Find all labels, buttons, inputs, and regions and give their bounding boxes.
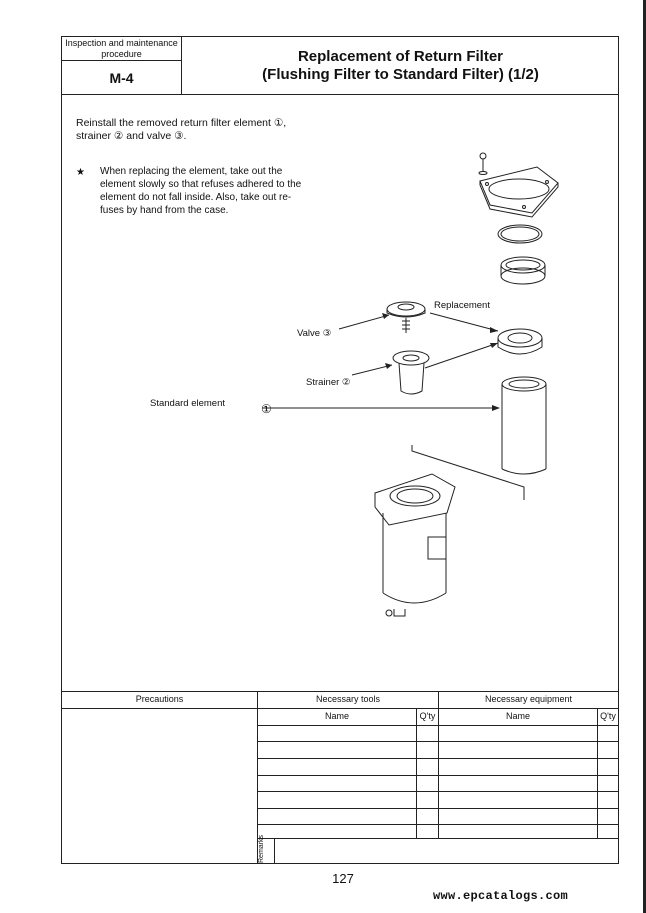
doc-type-label: Inspection and maintenance procedure [62, 37, 181, 61]
arrow-icon [492, 405, 500, 411]
filter-assembly-diagram [62, 95, 618, 691]
equipment-name-header: Name [505, 711, 530, 721]
star-bullet-icon: ★ [76, 167, 85, 178]
valve-icon [387, 302, 425, 333]
tools-qty-header: Q'ty [419, 711, 436, 721]
replacement-ring-icon [501, 257, 545, 284]
tools-name-header: Name [324, 711, 349, 721]
note-line-2: element slowly so that refuses adhered to the [100, 179, 302, 190]
header-left-box [62, 37, 182, 94]
necessary-equipment-header: Necessary equipment [484, 694, 573, 704]
note-line-4: fuses by hand from the case. [100, 205, 229, 216]
intro-line-1: Reinstall the removed return filter element ①, [76, 117, 287, 129]
label-strainer: Strainer ② [306, 377, 351, 388]
necessary-tools-header: Necessary tools [315, 694, 381, 704]
standard-element-icon [502, 377, 546, 474]
watermark: www.epcatalogs.com [433, 889, 569, 903]
page-number: 127 [332, 871, 354, 886]
label-circle-1: ① [261, 402, 272, 416]
title-line-2: (Flushing Filter to Standard Filter) (1/2) [262, 66, 539, 83]
filter-case-icon [375, 474, 455, 616]
seat-ring-icon [498, 329, 542, 354]
label-replacement: Replacement [434, 300, 490, 311]
o-ring-icon [498, 225, 542, 243]
arrow-icon [490, 327, 498, 333]
note-line-3: element do not fall inside. Also, take out re- [100, 192, 292, 203]
strainer-icon [393, 351, 429, 394]
equipment-qty-header: Q'ty [600, 711, 616, 721]
requirements-table [62, 691, 618, 863]
cover-icon [480, 167, 558, 217]
arrow-icon [385, 363, 392, 369]
label-valve: Valve ③ [297, 328, 332, 339]
note-line-1: When replacing the element, take out the [100, 166, 283, 177]
page-title [182, 37, 619, 94]
precautions-header: Precautions [135, 694, 184, 704]
title-line-1: Replacement of Return Filter [297, 48, 504, 65]
procedure-code: M-4 [109, 69, 134, 86]
intro-line-2: strainer ② and valve ③. [76, 130, 187, 142]
remarks-label: Remarks [258, 834, 265, 863]
label-standard-element: Standard element [150, 398, 225, 409]
arrow-icon [490, 343, 498, 348]
bolt-icon [479, 153, 487, 175]
procedure-sheet [61, 36, 619, 864]
